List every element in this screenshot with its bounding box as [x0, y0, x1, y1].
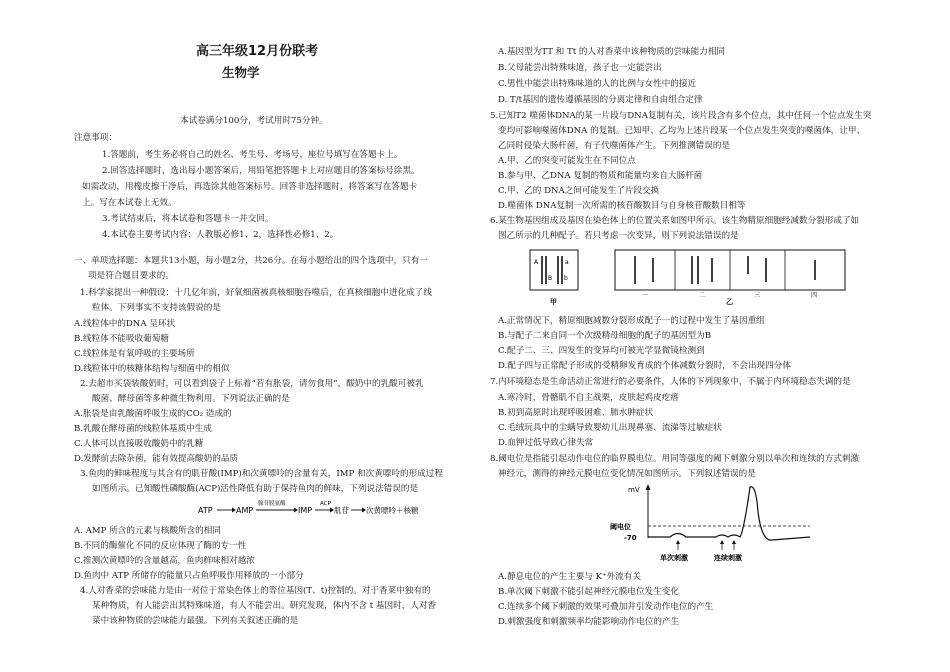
question-2-stem: 2.去超市买袋装酸奶时，可以看到袋子上标着“若有胀袋，请勿食用”，酸奶中的乳酸可被乳	[80, 379, 424, 389]
question-6-stem: 图乙所示的几种配子。若只考虑一次变异，则下列说法错误的是	[498, 231, 739, 241]
notice-line: 上。写在本试卷上无效。	[82, 198, 177, 208]
option: C.推测次黄嘌呤的含量越高，鱼肉鲜味相对越浓	[74, 556, 255, 566]
question-1-stem: 1.科学家提出一种假设：十几亿年前，好氧细菌被真核细胞吞噬后，在真核细胞中进化成了线	[80, 288, 432, 298]
notice-line: 1.答题前，考生务必将自己的姓名、考生号、考场号、座位号填写在答题卡上。	[102, 150, 403, 160]
notice-line: 4.本试卷主要考试内容：人教版必修1、2，选择性必修1、2。	[102, 230, 339, 240]
pathway-product-1: 肌苷	[334, 506, 349, 515]
question-3-stem: 3.鱼肉的鲜味程度与其含有的肌苷酸(IMP)和次黄嘌呤的含量有关，IMP 和次黄嘌呤的形成过程	[80, 469, 443, 479]
option: A.甲、乙的突变可能发生在不同位点	[498, 156, 636, 166]
question-5-stem: 乙同时侵染大肠杆菌，有子代噬菌体产生。下列推测错误的是	[498, 141, 731, 151]
option: C.线粒体是有氧呼吸的主要场所	[74, 349, 195, 359]
option: B.线粒体不能吸收葡萄糖	[74, 334, 169, 344]
option: B.父母能尝出特殊味道，孩子也一定能尝出	[498, 63, 662, 73]
gene-label: b	[564, 275, 568, 282]
option: B.乳酸在酵母菌的线粒体基质中生成	[74, 424, 212, 434]
resting-value: -70	[624, 534, 637, 542]
notice-line: 如需改动，用橡皮擦干净后，再选涂其他答案标号。回答非选择题时，将答案写在答题卡	[82, 182, 418, 192]
option: D.刺激强度和刺激频率均能影响动作电位的产生	[498, 617, 680, 627]
gamete-label: 三	[754, 292, 761, 299]
stimulus-label: 单次刺激	[660, 554, 688, 562]
pathway-product-2: 次黄嘌呤＋核糖	[366, 506, 419, 515]
question-5-stem: 变均可影响噬菌体DNA 的复制。已知甲、乙均为上述片段某一个位点发生突变的噬菌体，让甲、	[498, 126, 866, 136]
notice-line: 3.考试结束后，将本试卷和答题卡一并交回。	[102, 214, 274, 224]
gene-label: A	[534, 259, 539, 266]
option: D.鱼肉中 ATP 所储存的能量只占鱼呼吸作用释放的一小部分	[74, 571, 304, 581]
option: B.不同的酶催化不同的反应体现了酶的专一性	[74, 541, 247, 551]
option: D.噬菌体 DNA复制一次所需的核苷酸数目与自身核苷酸数目相等	[498, 201, 746, 211]
gene-label: a	[565, 259, 569, 266]
notice-line: 2.回答选择题时，选出每小题答案后，用铅笔把答题卡上对应题目的答案标号涂黑。	[102, 166, 420, 176]
figure-label-yi: 乙	[726, 298, 733, 306]
figure-label-jia: 甲	[550, 298, 557, 306]
option: A. AMP 所含的元素与核酸所含的相同	[74, 526, 221, 536]
notice-title: 注意事项：	[74, 133, 117, 143]
question-4-stem: 某种物质，有人能尝出其特殊味道，有人不能尝出。研究发现，体内不含 t 基因时，人对香	[92, 601, 437, 611]
section-heading: 项是符合题目要求的。	[88, 271, 174, 281]
pathway-enzyme-1: 腺苷脱氨酶	[258, 501, 286, 507]
pathway-imp: IMP	[298, 506, 313, 515]
question-6-stem: 6.某生物基因组成及基因在染色体上的位置关系如图甲所示。该生物精原细胞经减数分裂形成了如	[490, 216, 860, 226]
option: C.人体可以直接吸收酸奶中的乳糖	[74, 439, 204, 449]
threshold-label: 阈电位	[610, 523, 631, 531]
pathway-amp: AMP	[236, 506, 254, 515]
option: D.配子四与正常配子形成的受精卵发育成的个体减数分裂时，不会出现四分体	[498, 361, 791, 371]
option: C.男性中能尝出特殊味道的人的比例与女性中的接近	[498, 79, 697, 89]
stimulus-label: 连续刺激	[714, 554, 742, 562]
question-3-stem: 如图所示。已知酸性磷酸酶(ACP)活性降低有助于保持鱼肉的鲜味，下列说法错误的是	[92, 484, 419, 494]
exam-meta: 本试卷满分100分，考试用时75分钟。	[180, 116, 328, 126]
question-4-stem: 4.人对香菜的尝味能力是由一对位于常染色体上的等位基因(T、t)控制的。对于香菜中独有的	[80, 586, 431, 596]
gene-label: B	[548, 275, 553, 282]
axis-unit: mV	[628, 486, 640, 494]
option: C.毛绒玩具中的尘螨导致婴幼儿出现鼻塞、流涕等过敏症状	[498, 423, 722, 433]
chromosome-figure	[520, 244, 870, 310]
option: D.线粒体中的核糖体结构与细菌中的相似	[74, 364, 230, 374]
page-title: 高三年级12月份联考	[196, 44, 319, 59]
option: A.线粒体中的DNA 呈环状	[74, 319, 176, 329]
question-8-stem: 神经元，测得的神经元膜电位变化情况如图所示。下列叙述错误的是	[498, 469, 756, 479]
imp-pathway-diagram	[198, 498, 438, 520]
option: B.与配子二来自同一个次级精母细胞的配子的基因型为B	[498, 331, 712, 341]
option: A.胀袋是由乳酸菌呼吸生成的CO₂ 造成的	[74, 409, 232, 419]
section-heading: 一、单项选择题：本题共13小题，每小题2分，共26分。在每小题给出的四个选项中，只有一	[74, 256, 428, 266]
option: A.基因型为TT 和 Tt 的人对香菜中该种物质的尝味能力相同	[498, 47, 726, 57]
option: B.初到高原时出现呼吸困难、肺水肿症状	[498, 408, 654, 418]
option: A.静息电位的产生主要与 K⁺外流有关	[498, 572, 641, 582]
option: A.正常情况下，精原细胞减数分裂形成配子一的过程中发生了基因重组	[498, 316, 765, 326]
option: C.配子二、三、四发生的变异均可被光学显微镜检测到	[498, 346, 705, 356]
question-5-stem: 5.已知T2 噬菌体DNA的某一片段与DNA复制有关，该片段含有多个位点，其中任何一个位点发生突	[490, 111, 872, 121]
option: A.寒冷时，骨骼肌不自主战栗，皮肤起鸡皮疙瘩	[498, 393, 679, 403]
subject-title: 生物学	[222, 65, 260, 80]
option: D.发酵前去除杂菌，能有效提高酸奶的品质	[74, 454, 239, 464]
gamete-label: 四	[811, 292, 818, 299]
option: C.连续多个阈下刺激的效果可叠加并引发动作电位的产生	[498, 602, 714, 612]
option: B.单次阈下刺激不能引起神经元膜电位发生变化	[498, 587, 679, 597]
option: D.血钾过低导致心律失常	[498, 438, 594, 448]
gamete-label: 二	[699, 292, 706, 299]
gamete-label: 一	[642, 292, 649, 299]
option: C.甲、乙的 DNA之间可能发生了片段交换	[498, 186, 660, 196]
membrane-potential-figure	[610, 482, 840, 564]
option: B.参与甲、乙DNA 复制的物质和能量均来自大肠杆菌	[498, 171, 703, 181]
question-4-stem: 菜中该种物质的尝味能力最强。下列有关叙述正确的是	[92, 616, 299, 626]
question-2-stem: 酸菌、酵母菌等多种微生物利用。下列说法正确的是	[92, 394, 290, 404]
question-8-stem: 8.阈电位是指能引起动作电位的临界膜电位。用同等强度的阈下刺激分别以单次和连续的方式刺激	[490, 454, 860, 464]
question-7-stem: 7.内环境稳态是生命活动正常进行的必要条件，人体的下列现象中，不属于内环境稳态失调的是	[490, 377, 851, 387]
option: D. T/t基因的遗传遵循基因的分离定律和自由组合定律	[498, 95, 703, 105]
question-1-stem: 粒体。下列事实不支持该假说的是	[92, 303, 221, 313]
pathway-enzyme-2: ACP	[320, 501, 331, 507]
pathway-atp: ATP	[198, 506, 213, 515]
